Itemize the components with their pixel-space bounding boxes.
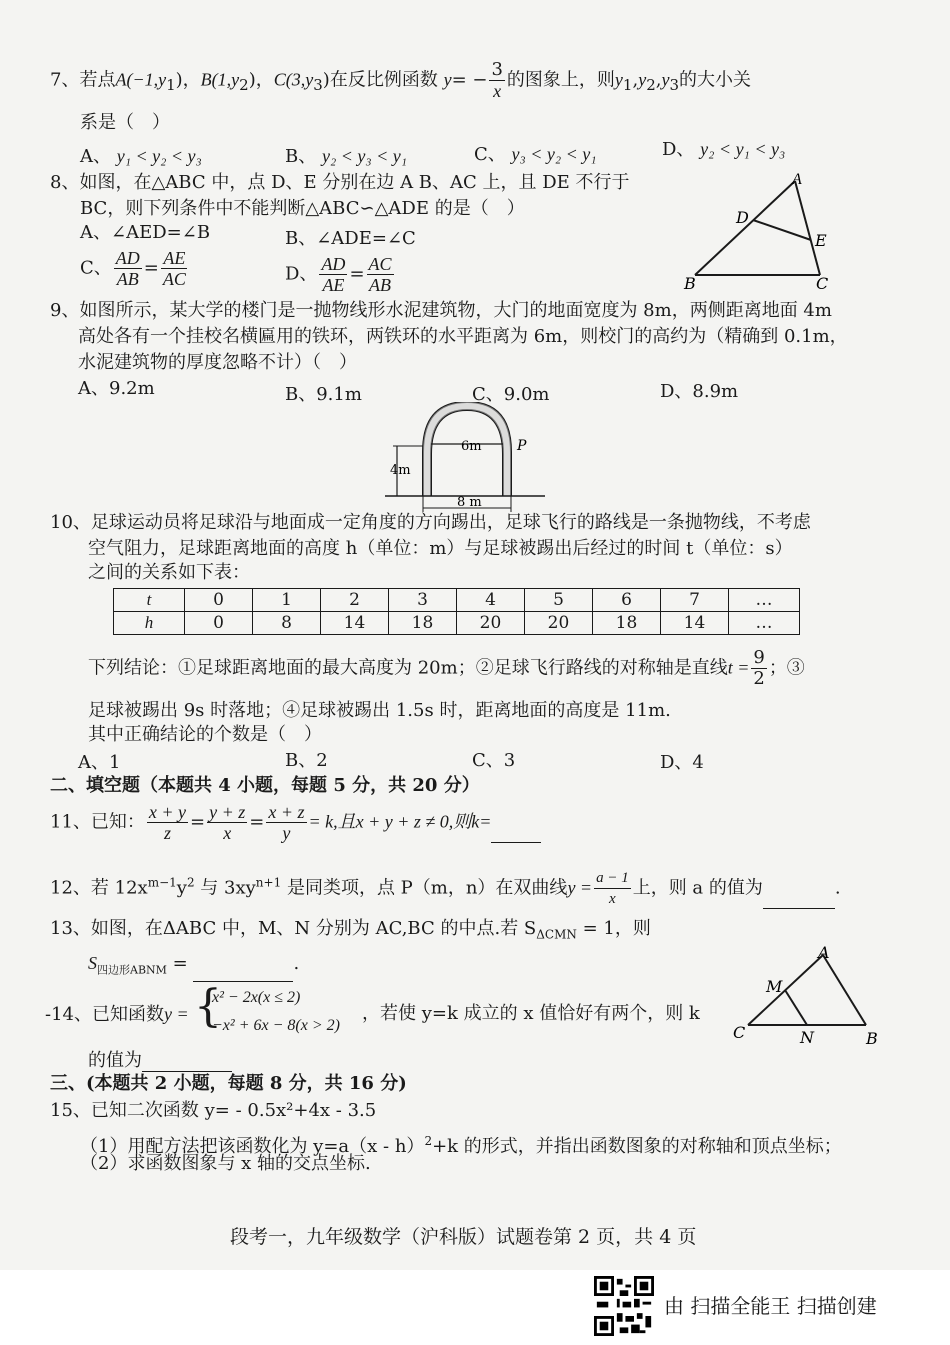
q10-option-b: B、2	[285, 750, 328, 771]
q10-frac-den: 2	[753, 668, 765, 689]
table-cell: 5	[525, 589, 593, 612]
scanner-watermark-text: 由 扫描全能王 扫描创建	[664, 1294, 877, 1318]
q8-label-d: D	[736, 208, 749, 227]
q7-end: 的大小关	[679, 69, 752, 91]
q7-option-b	[285, 145, 407, 168]
table-cell: 0	[185, 612, 253, 635]
q8-label-e: E	[815, 231, 827, 250]
q14-case1: x² − 2x(x ≤ 2)	[212, 989, 301, 1006]
table-cell: 20	[457, 612, 525, 635]
table-row	[114, 589, 800, 612]
q10-line1: 10、足球运动员将足球沿与地面成一定角度的方向踢出，足球飞行的路线是一条抛物线，不考虑	[50, 512, 811, 533]
q11-n1: x + y	[148, 802, 187, 822]
q14-answer-blank[interactable]	[142, 1053, 232, 1072]
q13-label-b: B	[866, 1029, 878, 1048]
q7-y3: y	[305, 69, 314, 90]
q10-conclusion-line3: 其中正确结论的个数是（ ）	[88, 724, 322, 745]
q11-frac2	[207, 802, 247, 843]
q14-line2-text: 的值为	[88, 1050, 142, 1071]
q7-vc2: ,	[655, 69, 662, 91]
q14-yeq: y =	[164, 1004, 189, 1024]
page-footer: 段考一，九年级数学（沪科版）试题卷第 2 页，共 4 页	[230, 1226, 697, 1248]
q10-conclusion-line2: 足球被踢出 9s 时落地；④足球被踢出 1.5s 时，距离地面的高度是 11m.	[88, 700, 671, 721]
q10-line3: 之间的关系如下表：	[88, 562, 250, 583]
q13-text: 13、如图，在ΔABC 中，M、N 分别为 AC,BC 的中点.若 S	[50, 918, 537, 939]
q8-opt-d-frac2	[367, 254, 394, 295]
q12-fd: x	[609, 891, 616, 907]
q7-opt-b-expr: y₂ < y₃ < y₁	[321, 146, 408, 166]
q10-option-c: C、3	[472, 750, 516, 771]
qr-code-icon	[594, 1276, 654, 1336]
q7-number: 7、若点	[50, 69, 116, 91]
q13-sub2: 四边形ABNM	[97, 963, 167, 977]
q13-label-c: C	[733, 1023, 746, 1042]
table-cell: …	[729, 612, 800, 635]
q7-option-d	[662, 138, 785, 161]
q14-line2	[88, 1050, 232, 1072]
q8-triangle-figure	[676, 168, 846, 293]
q7-opt-d-label: D、	[662, 139, 695, 160]
table-cell: 2	[321, 589, 389, 612]
q7-vs3: 3	[669, 76, 680, 95]
q7-opt-d-expr: y₂ < y₁ < y₃	[700, 139, 786, 159]
q7-opt-c-label: C、	[474, 144, 506, 165]
q7-vs2: 2	[646, 76, 656, 95]
q8-label-b: B	[684, 274, 696, 293]
table-cell: …	[729, 589, 800, 612]
q13-triangle-figure	[728, 940, 888, 1052]
q13-tail1: = 1，则	[576, 918, 651, 939]
table-cell: 18	[389, 612, 457, 635]
q10-concl1-a: 下列结论：①足球距离地面的最大高度为 20m；②足球飞行路线的对称轴是直线	[88, 657, 728, 679]
q15-line1: 15、已知二次函数 y= - 0.5x²+4x - 3.5	[50, 1100, 377, 1121]
q10-concl1-frac	[751, 648, 766, 689]
q13-label-m: M	[766, 977, 783, 996]
q12-frac	[594, 868, 631, 909]
table-cell: 14	[661, 612, 729, 635]
q7-line1	[50, 60, 751, 101]
q7-c2: )，	[248, 69, 274, 91]
q10-concl1-t: t =	[727, 657, 750, 678]
q13-line2	[88, 952, 299, 982]
q7-frac-den: x	[493, 81, 502, 101]
q10-conclusion-line1	[88, 648, 805, 689]
q8-line1: 8、如图，在△ABC 中，点 D、E 分别在边 A B、AC 上，且 DE 不行于	[50, 172, 630, 193]
q9-option-b: B、9.1m	[285, 384, 362, 405]
q7-line2: 系是（ ）	[80, 112, 170, 133]
q11-eq2: =	[249, 811, 265, 833]
q14-case2: −x² + 6x − 8(x > 2)	[212, 1017, 340, 1034]
q7-sub2: 2	[239, 76, 249, 95]
table-cell: 18	[593, 612, 661, 635]
q14-label: -14、已知函数	[45, 1004, 164, 1025]
table-cell: 0	[185, 589, 253, 612]
q13-sub1: ΔCMN	[536, 927, 577, 942]
q11-d2: x	[223, 823, 232, 843]
q8-opt-c-label: C、	[80, 257, 112, 279]
q8-option-b: B、∠ADE=∠C	[285, 228, 416, 249]
q13-s: S	[88, 953, 97, 973]
q9-label-6m: 6m	[461, 439, 482, 454]
q12-sup2: 2	[186, 875, 195, 890]
q12-a: 12、若 12x	[50, 877, 148, 899]
q12-answer-blank[interactable]	[763, 890, 835, 909]
q9-label-8m: 8 m	[457, 495, 482, 510]
q9-line1: 9、如图所示，某大学的楼门是一抛物线形水泥建筑物，大门的地面宽度为 8m，两侧距离地面 4m	[50, 300, 832, 321]
q11-frac1	[147, 802, 188, 843]
q12-c: 与 3xy	[194, 877, 256, 899]
q12-e: 上，则 a 的值为	[632, 877, 763, 899]
q10-table	[113, 588, 800, 635]
q8-opt-c-eq: =	[143, 257, 159, 279]
q13-answer-blank[interactable]	[193, 963, 293, 982]
q9-line2: 高处各有一个挂校名横匾用的铁环，两铁环的水平距离为 6m，则校门的高约为（精确到 0.1m，	[78, 326, 848, 347]
q12-line	[50, 868, 841, 909]
q8-opt-c-frac1	[114, 248, 142, 289]
q7-minus: = −	[451, 69, 488, 91]
q7-tail: 的图象上，则	[506, 69, 615, 91]
q8-opt-d-label: D、	[285, 263, 318, 285]
q12-end: .	[834, 877, 841, 899]
q15-line2b: +k 的形式，并指出函数图象的对称轴和顶点坐标；	[432, 1136, 842, 1157]
table-cell: 6	[593, 589, 661, 612]
q8-label-c: C	[816, 274, 829, 293]
table-row	[114, 612, 800, 635]
q7-opt-a-expr: y₁ < y₂ < y₃	[116, 146, 202, 166]
q13-label-n: N	[800, 1028, 814, 1047]
q13-line1	[50, 918, 651, 946]
q7-sub3: 3	[313, 76, 323, 95]
q11-tail: = k,且x + y + z ≠ 0,则k=	[308, 811, 492, 832]
q7-point-c: C(3,	[273, 69, 306, 90]
table-cell: 4	[457, 589, 525, 612]
q10-option-d: D、4	[660, 752, 704, 773]
q8-opt-d-eq: =	[349, 263, 365, 285]
q7-point-a: A(−1,	[115, 69, 159, 90]
table-cell: 8	[253, 612, 321, 635]
q12-yeq: y =	[567, 877, 593, 898]
q11-label: 11、已知：	[50, 811, 145, 833]
q7-c1: )，	[175, 69, 201, 91]
q8-opt-d-d1: AE	[322, 275, 345, 295]
table-cell: 1	[253, 589, 321, 612]
q7-frac-num: 3	[491, 59, 503, 80]
q11-line	[50, 802, 541, 843]
q7-y2: y	[231, 69, 240, 90]
q7-opt-c-expr: y₃ < y₂ < y₁	[511, 144, 597, 164]
q8-label-a: A	[792, 171, 802, 188]
q8-opt-d-n2: AC	[368, 254, 392, 274]
q9-line3: 水泥建筑物的厚度忽略不计）（ ）	[78, 352, 357, 373]
q10-option-a: A、1	[78, 752, 121, 773]
q9-gate-figure	[385, 402, 545, 514]
q9-label-4m: 4m	[390, 463, 411, 478]
q8-option-a: A、∠AED=∠B	[80, 222, 211, 243]
q14-line1	[45, 1003, 189, 1026]
section-3-heading: 三、(本题共 2 小题，每题 8 分，共 16 分)	[50, 1073, 407, 1094]
q7-v1: y	[614, 69, 623, 90]
q10-line2: 空气阻力，足球距离地面的高度 h（单位：m）与足球被踢出后经过的时间 t（单位：s）	[88, 538, 793, 559]
table-cell: 7	[661, 589, 729, 612]
q15-line2a: （1）用配方法把该函数化为 y=a（x - h）	[80, 1136, 425, 1157]
q11-n2: y + z	[209, 802, 246, 822]
q8-opt-c-n1: AD	[115, 248, 140, 268]
q8-opt-d-n1: AD	[321, 254, 346, 274]
q11-answer-blank[interactable]	[491, 824, 541, 843]
q7-y1: y	[158, 69, 167, 90]
q7-sub1: 1	[166, 76, 176, 95]
q13-eq: =	[166, 953, 194, 974]
q12-sup1: m−1	[147, 875, 177, 890]
q7-option-c	[474, 143, 597, 166]
q13-label-a: A	[818, 943, 830, 962]
q14-tail: ，若使 y=k 成立的 x 值恰好有两个，则 k	[362, 1003, 700, 1024]
q7-v2: y	[638, 69, 647, 90]
q8-option-d	[285, 254, 396, 295]
q8-opt-c-d2: AC	[162, 269, 186, 289]
table-cell: h	[114, 612, 185, 635]
q8-opt-d-d2: AB	[369, 275, 392, 295]
q12-b: y	[176, 877, 187, 899]
q7-vs1: 1	[622, 76, 633, 95]
q7-opt-b-label: B、	[285, 146, 317, 167]
q9-option-a: A、9.2m	[78, 378, 155, 399]
q7-c3: )在反比例函数	[322, 69, 438, 91]
q8-opt-c-frac2	[161, 248, 188, 289]
q11-eq1: =	[190, 811, 206, 833]
table-cell: 20	[525, 612, 593, 635]
table-cell: t	[114, 589, 185, 612]
q11-d1: z	[163, 823, 171, 843]
q11-d3: y	[282, 823, 291, 843]
q12-fn: a − 1	[594, 868, 631, 889]
q15-line3: （2）求函数图象与 x 轴的交点坐标.	[80, 1153, 371, 1174]
q13-end: .	[293, 953, 300, 974]
q7-option-a	[80, 145, 202, 168]
q7-point-b: B(1,	[200, 69, 232, 90]
q7-v3: y	[661, 69, 670, 90]
q7-y-eq: y	[443, 69, 452, 90]
q10-frac-num: 9	[753, 647, 765, 668]
q8-option-c	[80, 248, 190, 289]
q11-n3: x + z	[268, 802, 305, 822]
q11-frac3	[266, 802, 306, 843]
q9-option-d: D、8.9m	[660, 381, 739, 402]
table-cell: 14	[321, 612, 389, 635]
q15-line2sup: 2	[424, 1134, 433, 1148]
q8-opt-c-n2: AE	[163, 248, 186, 268]
q7-opt-a-label: A、	[80, 146, 111, 167]
q8-opt-d-frac1	[319, 254, 347, 295]
section-2-heading: 二、填空题（本题共 4 小题，每题 5 分，共 20 分）	[50, 775, 480, 796]
q14-brace: {	[194, 981, 222, 1032]
q8-line2: BC，则下列条件中不能判断△ABC∽△ADE 的是（ ）	[80, 198, 525, 219]
table-cell: 3	[389, 589, 457, 612]
q7-vc1: ,	[632, 69, 639, 91]
q7-fraction	[489, 60, 504, 101]
q12-d: 是同类项，点 P（m，n）在双曲线	[281, 877, 568, 899]
q8-opt-c-d1: AB	[116, 269, 139, 289]
q10-concl1-b: ；③	[768, 657, 805, 679]
q12-sup3: n+1	[255, 875, 282, 890]
q9-label-p: P	[517, 438, 527, 454]
q9-option-c: C、9.0m	[472, 384, 550, 405]
